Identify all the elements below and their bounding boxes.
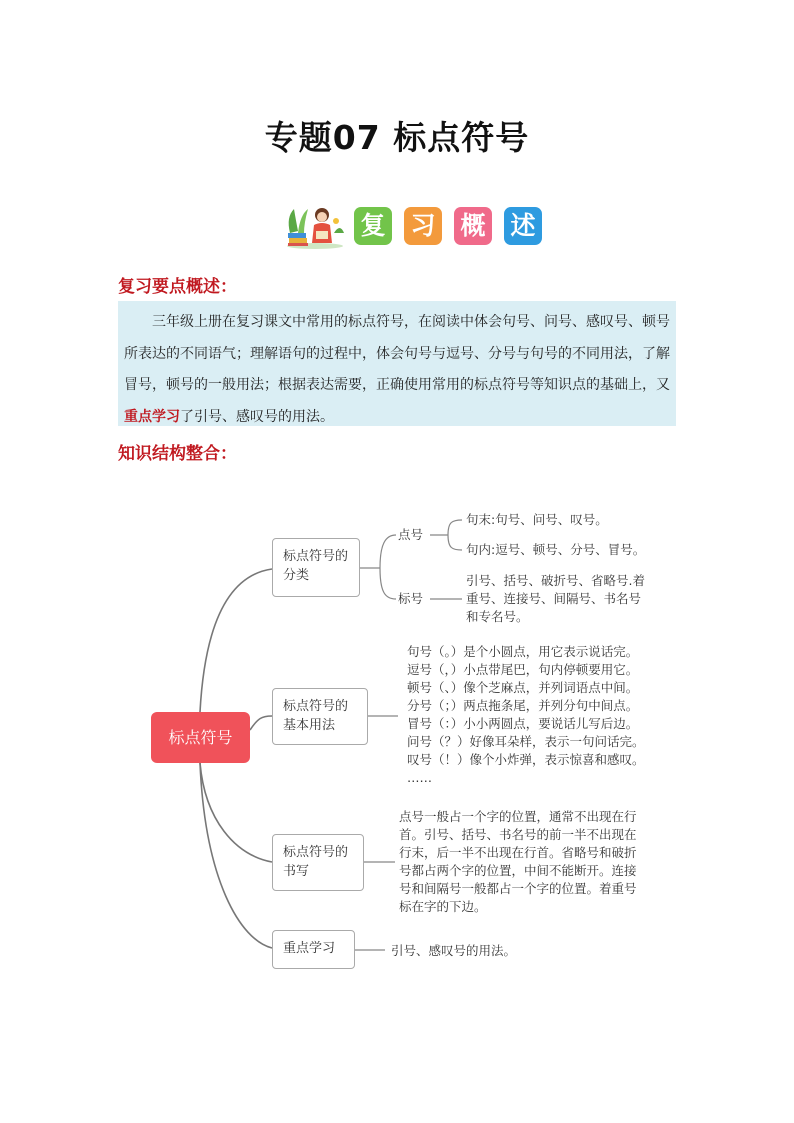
biaohao-line: 重号、连接号、间隔号、书名号 (466, 591, 642, 606)
leaf-junei: 句内:逗号、顿号、分号、冒号。 (466, 542, 646, 557)
branch-writing: 标点符号的书写 (272, 834, 364, 891)
writing-line: 号都占两个字的位置，中间不能断开。连接 (399, 863, 637, 878)
section-heading-overview: 复习要点概述： (118, 277, 237, 297)
usage-line: 顿号（、）像个芝麻点，并列词语点中间。 (407, 680, 639, 695)
banner-char-1: 复 (354, 207, 392, 245)
usage-line: 冒号（：）小小两圆点，要说话儿写后边。 (407, 716, 639, 731)
summary-text-1: 三年级上册在复习课文中常用的标点符号，在阅读中体会句号、问号、感叹号、顿号所表达的不同语气；理解语句的过程中，体会句号与逗号、分号与句号的不同用法，了解冒号，顿号的一般用法；根据表达需要，正确使用常用的标点符号等知识点的基础上，又 (124, 314, 670, 393)
focus-text: 引号、感叹号的用法。 (391, 943, 517, 958)
leaf-biaohao-list (466, 572, 645, 626)
branch-classification: 标点符号的分类 (272, 538, 360, 597)
section-heading-structure: 知识结构整合： (118, 444, 237, 464)
leaf-biaohao: 标号 (398, 591, 424, 606)
writing-line: 标在字的下边。 (399, 899, 487, 914)
banner-char-4: 述 (504, 207, 542, 245)
leaf-dianhao: 点号 (398, 527, 424, 542)
usage-list (407, 643, 645, 787)
usage-line: 逗号（，）小点带尾巴，句内停顿要用它。 (407, 662, 639, 677)
banner-char-2: 习 (404, 207, 442, 245)
usage-line: 问号（？）好像耳朵样，表示一句问话完。 (407, 734, 645, 749)
banner-char-3: 概 (454, 207, 492, 245)
page-title: 专题07 标点符号 (264, 118, 530, 157)
mindmap-root: 标点符号 (151, 712, 250, 763)
summary-text-2: 了引号、感叹号的用法。 (180, 408, 334, 425)
writing-text (399, 808, 637, 916)
usage-line: 叹号（！）像个小炸弹，表示惊喜和感叹。 (407, 752, 645, 767)
writing-line: 行末，后一半不出现在行首。省略号和破折 (399, 845, 637, 860)
writing-line: 点号一般占一个字的位置，通常不出现在行 (399, 809, 637, 824)
writing-line: 首。引号、括号、书名号的前一半不出现在 (399, 827, 637, 842)
summary-highlight: 重点学习 (124, 408, 180, 425)
writing-line: 号和间隔号一般都占一个字的位置。着重号 (399, 881, 637, 896)
biaohao-line: 和专名号。 (466, 609, 529, 624)
usage-line: 分号（；）两点拖条尾，并列分句中间点。 (407, 698, 639, 713)
usage-line: …… (407, 770, 432, 785)
usage-line: 句号（。）是个小圆点，用它表示说话完。 (407, 644, 639, 659)
leaf-jumo: 句末:句号、问号、叹号。 (466, 512, 608, 527)
branch-focus: 重点学习 (272, 930, 355, 969)
branch-basic-usage: 标点符号的基本用法 (272, 688, 368, 745)
biaohao-line: 引号、括号、破折号、省略号.着 (466, 573, 645, 588)
